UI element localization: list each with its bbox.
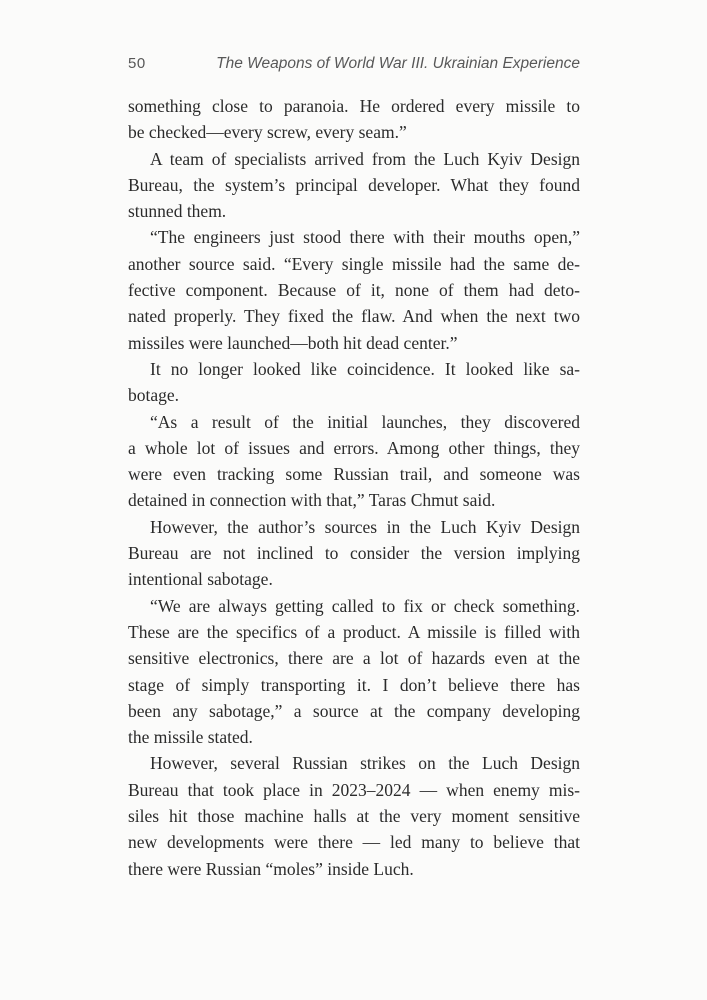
text-line: However, the author’s sources in the Luch Kyiv Design (150, 516, 580, 537)
text-line: Bureau, the system’s principal developer. What they found (128, 174, 580, 195)
text-line: detained in connection with that,” Taras Chmut said. (128, 490, 496, 511)
paragraph (128, 409, 580, 514)
text-line: were even tracking some Russian trail, and someone was (128, 464, 580, 485)
running-title: The Weapons of World War III. Ukrainian Experience (216, 55, 580, 72)
text-line: Bureau that took place in 2023–2024 — when enemy mis- (128, 779, 580, 800)
text-line: something close to paranoia. He ordered every missile to (128, 96, 580, 116)
text-line: new developments were there — led many to believe that (128, 832, 580, 853)
text-line: stunned them. (128, 201, 227, 222)
paragraph (128, 146, 580, 225)
text-line: stage of simply transporting it. I don’t believe there has (128, 674, 580, 695)
text-line: missiles were launched—both hit dead center.” (128, 332, 458, 353)
text-line: sensitive electronics, there are a lot of hazards even at the (128, 648, 580, 669)
text-line: These are the specifics of a product. A missile is filled with (128, 621, 580, 642)
paragraph (128, 224, 580, 355)
paragraph (128, 356, 580, 409)
text-line: nated properly. They fixed the flaw. And when the next two (128, 306, 580, 327)
text-line: be checked—every screw, every seam.” (128, 122, 407, 143)
text-line: A team of specialists arrived from the Luch Kyiv Design (150, 148, 580, 169)
page-number: 50 (128, 55, 146, 72)
body-text (128, 93, 580, 882)
text-line: been any sabotage,” a source at the company developing (128, 700, 580, 721)
paragraph (128, 593, 580, 751)
paragraph (128, 514, 580, 593)
text-line: However, several Russian strikes on the Luch Design (150, 753, 580, 774)
text-line: fective component. Because of it, none of them had deto- (128, 280, 580, 301)
text-line: “As a result of the initial launches, they discovered (150, 411, 580, 432)
text-line: the missile stated. (128, 727, 253, 748)
text-line: botage. (128, 385, 180, 406)
page-header (128, 55, 580, 73)
text-line: “The engineers just stood there with their mouths open,” (150, 227, 580, 248)
paragraph (128, 750, 580, 881)
text-line: siles hit those machine halls at the very moment sensitive (128, 806, 580, 827)
text-line: a whole lot of issues and errors. Among other things, they (128, 437, 580, 458)
paragraph (128, 93, 580, 146)
text-line: Bureau are not inclined to consider the version implying (128, 543, 580, 564)
text-line: It no longer looked like coincidence. It looked like sa- (150, 358, 580, 379)
text-line: “We are always getting called to fix or check something. (150, 595, 580, 616)
text-line: another source said. “Every single missile had the same de- (128, 253, 580, 274)
text-line: there were Russian “moles” inside Luch. (128, 858, 414, 879)
text-line: intentional sabotage. (128, 569, 273, 590)
